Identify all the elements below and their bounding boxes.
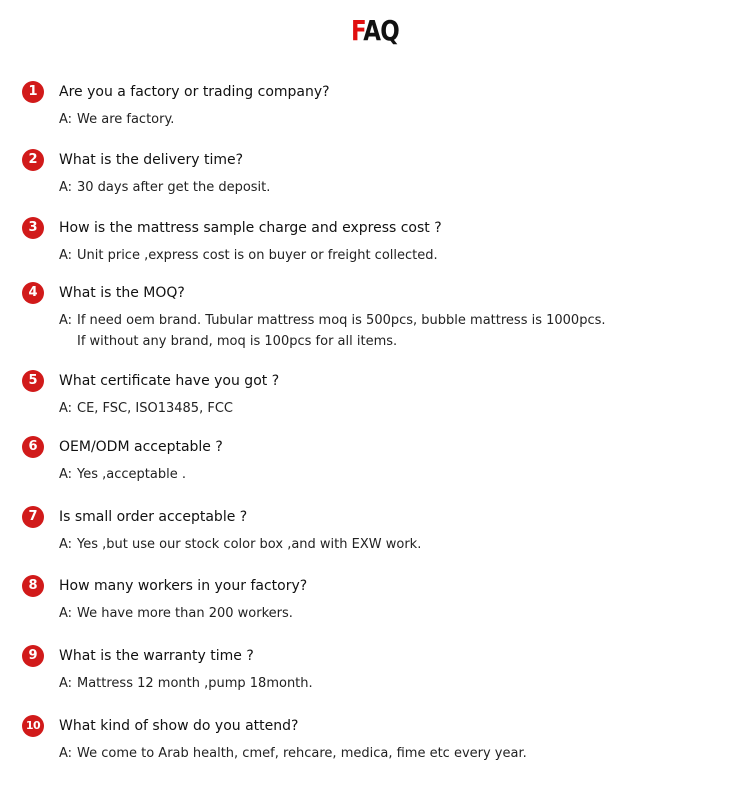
number-badge: 5 bbox=[22, 370, 44, 392]
question-text: What is the MOQ? bbox=[59, 285, 185, 301]
answer bbox=[59, 673, 313, 694]
answer-text: CE, FSC, ISO13485, FCC bbox=[77, 401, 233, 416]
answer-text: Mattress 12 month ,pump 18month. bbox=[77, 676, 313, 691]
page-title bbox=[68, 14, 683, 47]
answer-prefix: A: bbox=[59, 606, 73, 621]
number-badge: 2 bbox=[22, 149, 44, 171]
answer-text: We are factory. bbox=[77, 112, 175, 127]
answer-prefix: A: bbox=[59, 180, 73, 195]
answer-text: We come to Arab health, cmef, rehcare, medica, fime etc every year. bbox=[77, 746, 527, 761]
question-text: What kind of show do you attend? bbox=[59, 718, 299, 734]
number-badge: 3 bbox=[22, 217, 44, 239]
answer-text: Yes ,but use our stock color box ,and with EXW work. bbox=[77, 537, 422, 552]
answer-prefix: A: bbox=[59, 248, 73, 263]
answer-text: Yes ,acceptable . bbox=[77, 467, 186, 482]
answer bbox=[59, 398, 233, 419]
number-badge: 1 bbox=[22, 81, 44, 103]
question-text: Are you a factory or trading company? bbox=[59, 84, 330, 100]
answer bbox=[59, 177, 270, 198]
answer-prefix: A: bbox=[59, 537, 73, 552]
answer bbox=[59, 464, 186, 485]
answer-text: 30 days after get the deposit. bbox=[77, 180, 271, 195]
answer-text-continued: If without any brand, moq is 100pcs for all items. bbox=[77, 334, 398, 349]
title-first-letter: F bbox=[351, 14, 364, 47]
question-text: How is the mattress sample charge and express cost ? bbox=[59, 220, 442, 236]
question-text: How many workers in your factory? bbox=[59, 578, 308, 594]
answer bbox=[59, 743, 527, 764]
number-badge: 10 bbox=[22, 715, 44, 737]
answer bbox=[59, 603, 293, 624]
question-text: Is small order acceptable ? bbox=[59, 509, 248, 525]
title-rest: AQ bbox=[363, 14, 399, 47]
answer-prefix: A: bbox=[59, 313, 73, 328]
question-text: What certificate have you got ? bbox=[59, 373, 280, 389]
answer bbox=[59, 310, 606, 352]
answer-prefix: A: bbox=[59, 676, 73, 691]
answer-prefix: A: bbox=[59, 112, 73, 127]
answer-prefix: A: bbox=[59, 401, 73, 416]
answer-prefix: A: bbox=[59, 746, 73, 761]
question-text: What is the delivery time? bbox=[59, 152, 244, 168]
number-badge: 8 bbox=[22, 575, 44, 597]
answer-prefix: A: bbox=[59, 467, 73, 482]
answer-text: We have more than 200 workers. bbox=[77, 606, 293, 621]
answer bbox=[59, 245, 438, 266]
question-text: OEM/ODM acceptable ? bbox=[59, 439, 223, 455]
question-text: What is the warranty time ? bbox=[59, 648, 254, 664]
answer bbox=[59, 534, 421, 555]
number-badge: 6 bbox=[22, 436, 44, 458]
number-badge: 9 bbox=[22, 645, 44, 667]
answer bbox=[59, 109, 174, 130]
number-badge: 7 bbox=[22, 506, 44, 528]
answer-text: If need oem brand. Tubular mattress moq is 500pcs, bubble mattress is 1000pcs. bbox=[77, 313, 606, 328]
number-badge: 4 bbox=[22, 282, 44, 304]
answer-text: Unit price ,express cost is on buyer or freight collected. bbox=[77, 248, 438, 263]
